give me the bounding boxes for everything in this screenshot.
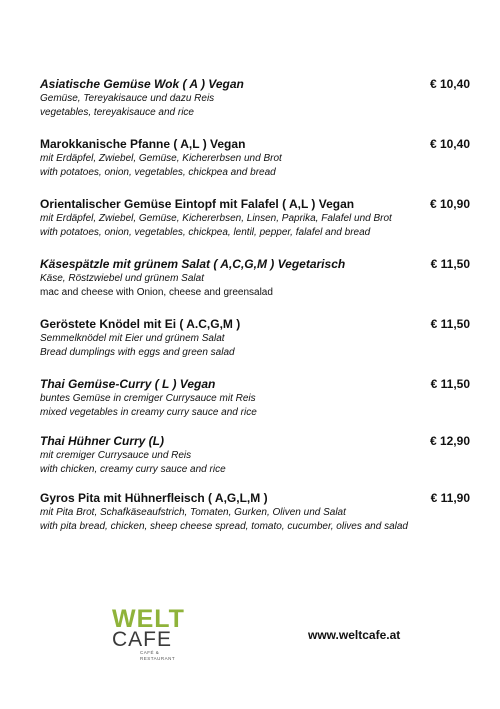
menu-item [40,76,470,120]
dish-description-de: buntes Gemüse in cremiger Currysauce mit Reis [40,393,256,404]
dish-description-en: Bread dumplings with eggs and green salad [40,347,235,358]
menu-item [40,376,470,420]
dish-description-de: mit Erdäpfel, Zwiebel, Gemüse, Kichererbsen und Brot [40,153,282,164]
menu-list [40,76,470,550]
logo-tagline: CAFÉ & RESTAURANT [140,650,176,661]
dish-description-en: vegetables, tereyakisauce and rice [40,107,194,118]
logo-wordmark-cafe: CAFE [112,628,173,651]
menu-item [40,196,470,240]
dish-description-en: mixed vegetables in creamy curry sauce and rice [40,407,257,418]
dish-description-en: with potatoes, onion, vegetables, chickpea, lentil, pepper, falafel and bread [40,227,371,238]
dish-price: € 11,50 [430,257,470,271]
dish-title: Thai Gemüse-Curry ( L ) Vegan [40,377,216,391]
menu-item [40,136,470,180]
dish-title: Gyros Pita mit Hühnerfleisch ( A,G,L,M ) [40,491,268,505]
dish-price: € 12,90 [429,434,470,448]
dish-description-de: mit Pita Brot, Schafkäseaufstrich, Tomaten, Gurken, Oliven und Salat [40,507,346,518]
dish-title: Käsespätzle mit grünem Salat ( A,C,G,M ) Vegetarisch [40,257,346,271]
dish-title: Marokkanische Pfanne ( A,L ) Vegan [40,137,246,151]
menu-item [40,490,470,534]
dish-description-de: mit cremiger Currysauce und Reis [40,450,192,461]
menu-item [40,256,470,300]
dish-title: Thai Hühner Curry (L) [40,434,165,448]
dish-title: Asiatische Gemüse Wok ( A ) Vegan [40,77,244,91]
dish-description-de: Käse, Röstzwiebel und grünem Salat [40,273,204,284]
dish-price: € 11,90 [430,491,470,505]
website-url: www.weltcafe.at [308,628,401,642]
dish-title: Geröstete Knödel mit Ei ( A.C,G,M ) [40,317,241,331]
dish-description-en: with chicken, creamy curry sauce and rice [40,464,226,475]
dish-description-de: Gemüse, Tereyakisauce und dazu Reis [40,93,215,104]
dish-title: Orientalischer Gemüse Eintopf mit Falafel ( A,L ) Vegan [40,197,355,211]
menu-item [40,316,470,360]
dish-price: € 11,50 [430,317,470,331]
dish-price: € 11,50 [430,377,470,391]
logo-wordmark-welt: WELT [112,605,185,633]
dish-description-en: with pita bread, chicken, sheep cheese spread, tomato, cucumber, olives and salad [40,521,408,532]
dish-price: € 10,40 [429,137,470,151]
weltcafe-logo [112,605,192,661]
dish-description-en: mac and cheese with Onion, cheese and greensalad [40,287,273,298]
dish-description-en: with potatoes, onion, vegetables, chickpea and bread [40,167,276,178]
dish-description-de: Semmelknödel mit Eier und grünem Salat [40,333,225,344]
menu-item [40,433,470,477]
dish-price: € 10,90 [429,197,470,211]
dish-description-de: mit Erdäpfel, Zwiebel, Gemüse, Kichererbsen, Linsen, Paprika, Falafel und Brot [40,213,392,224]
dish-price: € 10,40 [429,77,470,91]
